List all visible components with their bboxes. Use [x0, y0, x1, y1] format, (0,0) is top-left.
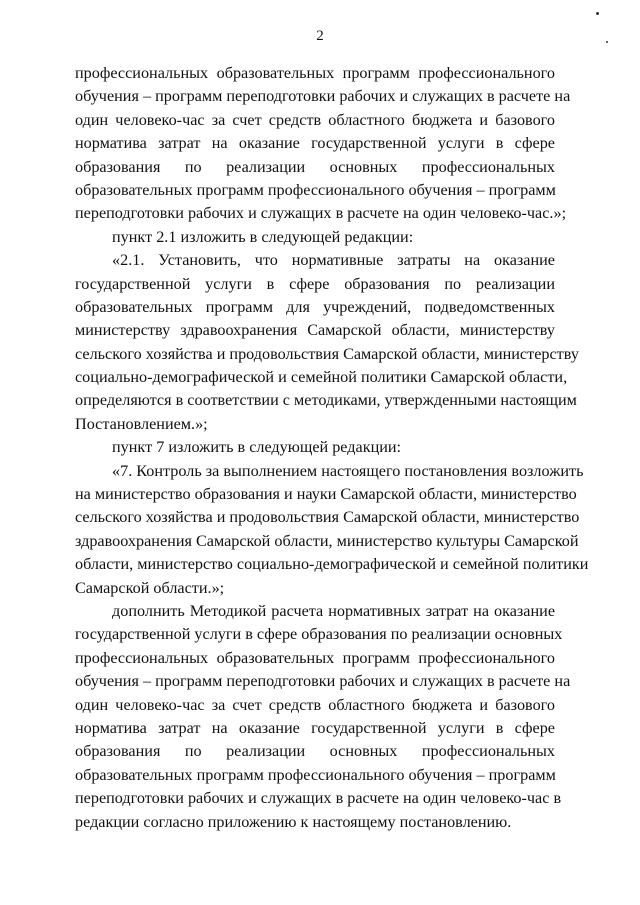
text-line: Постановлением.»;	[75, 414, 208, 433]
text-line: один человеко-час за счет средств областного бюджета и базового	[75, 110, 555, 129]
text-line: «2.1. Установить, что нормативные затраты на оказание	[112, 251, 555, 270]
text-line: сельского хозяйства и продовольствия Самарской области, министерство	[75, 508, 580, 527]
scan-speck	[596, 12, 599, 15]
text-line: пункт 2.1 изложить в следующей редакции:	[112, 227, 414, 246]
paragraph	[75, 249, 579, 436]
text-line: дополнить Методикой расчета нормативных затрат на оказание	[112, 601, 555, 620]
text-line: обучения – программ переподготовки рабочих и служащих в расчете на	[75, 672, 571, 691]
paragraph	[75, 460, 589, 600]
text-line: профессиональных образовательных программ профессионального	[75, 64, 555, 82]
paragraph	[75, 600, 571, 834]
paragraph	[75, 62, 571, 226]
text-line: образования по реализации основных профессиональных	[75, 157, 555, 176]
text-line: сельского хозяйства и продовольствия Самарской области, министерству	[75, 344, 579, 363]
text-line: образовательных программ профессионального обучения – программ	[75, 765, 556, 784]
text-line: на министерство образования и науки Самарской области, министерство	[75, 485, 577, 504]
text-line: один человеко-час за счет средств областного бюджета и базового	[75, 695, 555, 714]
text-line: обучения – программ переподготовки рабочих и служащих в расчете на	[75, 87, 571, 106]
text-line: области, министерство социально-демографической и семейной политики	[75, 555, 589, 574]
text-line: пункт 7 изложить в следующей редакции:	[112, 438, 402, 457]
text-line: государственной услуги в сфере образования по реализации	[75, 274, 555, 293]
text-line: министерству здравоохранения Самарской области, министерству	[75, 321, 555, 340]
text-line: государственной услуги в сфере образования по реализации основных	[75, 625, 563, 644]
text-line: переподготовки рабочих и служащих в расчете на один человеко-час в	[75, 789, 562, 808]
text-line: определяются в соответствии с методиками, утвержденными настоящим	[75, 391, 577, 410]
text-line: редакции согласно приложению к настоящему постановлению.	[75, 812, 512, 831]
text-line: Самарской области.»;	[75, 578, 225, 597]
document-body	[75, 62, 589, 834]
text-line: норматива затрат на оказание государственной услуги в сфере	[75, 134, 555, 153]
text-line: здравоохранения Самарской области, министерство культуры Самарской	[75, 531, 579, 550]
text-line: «7. Контроль за выполнением настоящего постановления возложить	[112, 461, 584, 480]
text-line: переподготовки рабочих и служащих в расчете на один человеко-час.»;	[75, 204, 567, 223]
paragraph	[75, 436, 555, 459]
paragraph	[75, 226, 555, 249]
text-line: профессиональных образовательных программ профессионального	[75, 648, 555, 667]
text-line: образовательных программ для учреждений, подведомственных	[75, 297, 555, 316]
text-line: образовательных программ профессионального обучения – программ	[75, 180, 556, 199]
page-number: 2	[316, 28, 324, 44]
text-line: образования по реализации основных профессиональных	[75, 742, 555, 761]
text-line: социально-демографической и семейной политики Самарской области,	[75, 368, 568, 387]
text-line: норматива затрат на оказание государственной услуги в сфере	[75, 718, 555, 737]
